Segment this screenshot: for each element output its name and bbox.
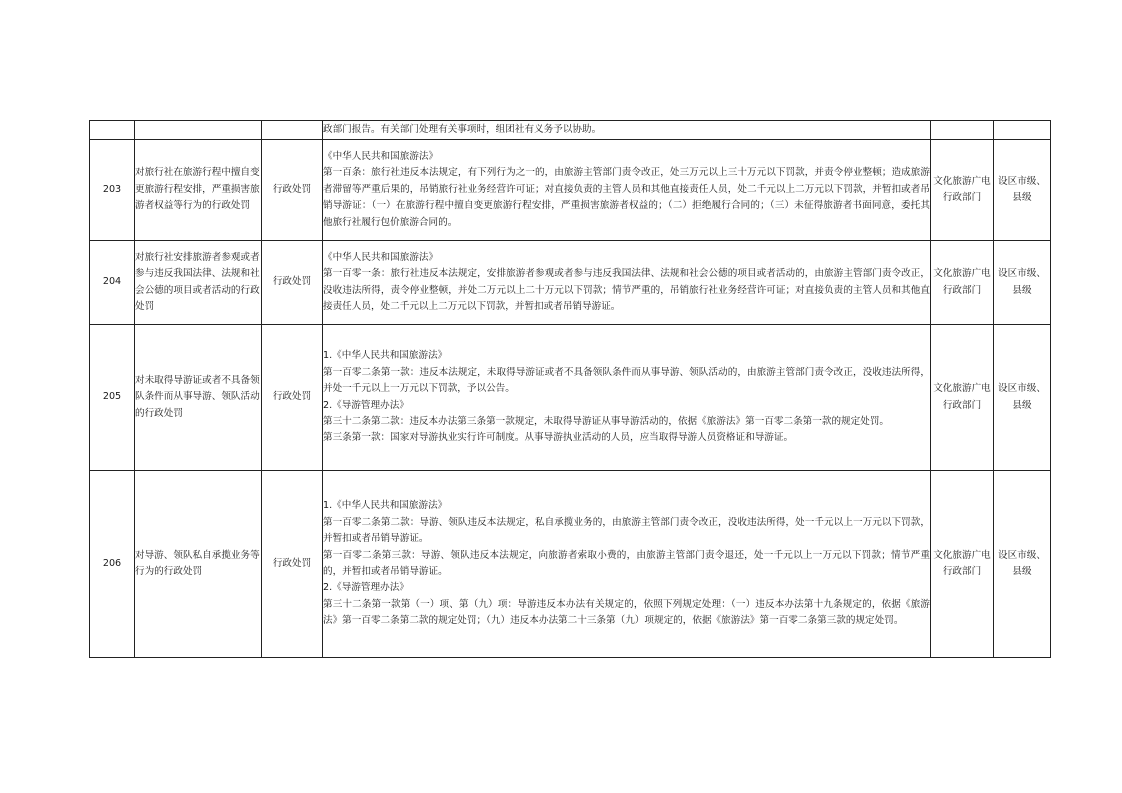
basis-line: 《中华人民共和国旅游法》 xyxy=(323,251,439,263)
basis-line: 第一百零二条第三款：导游、领队违反本法规定，向旅游者索取小费的，由旅游主管部门责令退还，处一千元以上一万元以下罚款；情节严重的，并暂扣或者吊销导游证。 xyxy=(323,549,930,577)
basis-line: 第三十二条第二款：违反本办法第三条第一款规定，未取得导游证从事导游活动的，依据《旅游法》第一百零二条第一款的规定处罚。 xyxy=(323,415,890,427)
legal-basis xyxy=(323,471,931,658)
table-row xyxy=(90,121,1051,140)
table-row xyxy=(90,325,1051,471)
responsible-department: 文化旅游广电行政部门 xyxy=(931,471,994,658)
item-type: 行政处罚 xyxy=(262,241,323,325)
row-number xyxy=(90,121,135,140)
jurisdiction-level xyxy=(994,121,1051,140)
basis-line: 政部门报告。有关部门处理有关事项时，组团社有义务予以协助。 xyxy=(323,123,602,135)
legal-basis xyxy=(323,140,931,241)
item-name: 对旅行社安排旅游者参观或者参与违反我国法律、法规和社会公德的项目或者活动的行政处罚 xyxy=(135,241,262,325)
responsible-department: 文化旅游广电行政部门 xyxy=(931,140,994,241)
basis-line: 第三十二条第一款第（一）项、第（九）项：导游违反本办法有关规定的，依照下列规定处理：（一）违反本办法第十九条规定的，依据《旅游法》第一百零二条第二款的规定处罚；（九）违反本办法第二十三条第（九）项规定的，依据《旅游法》第一百零二条第三款的规定处罚。 xyxy=(323,598,930,627)
jurisdiction-level: 设区市级、县级 xyxy=(994,241,1051,325)
item-type: 行政处罚 xyxy=(262,471,323,658)
basis-line: 第一百零二条第二款：导游、领队违反本法规定，私自承揽业务的，由旅游主管部门责令改正，没收违法所得，处一千元以上一万元以下罚款，并暂扣或者吊销导游证。 xyxy=(323,516,930,545)
basis-line: 2.《导游管理办法》 xyxy=(323,399,409,411)
jurisdiction-level: 设区市级、县级 xyxy=(994,325,1051,471)
row-number: 203 xyxy=(90,140,135,241)
item-name: 对旅行社在旅游行程中擅自变更旅游行程安排，严重损害旅游者权益等行为的行政处罚 xyxy=(135,140,262,241)
basis-line: 1.《中华人民共和国旅游法》 xyxy=(323,350,448,362)
row-number: 204 xyxy=(90,241,135,325)
item-type: 行政处罚 xyxy=(262,140,323,241)
penalty-table xyxy=(89,120,1051,658)
table-row xyxy=(90,140,1051,241)
basis-line: 第一百零二条第一款：违反本法规定，未取得导游证或者不具备领队条件而从事导游、领队活动的，由旅游主管部门责令改正，没收违法所得，并处一千元以上一万元以下罚款，予以公告。 xyxy=(323,366,930,395)
jurisdiction-level: 设区市级、县级 xyxy=(994,140,1051,241)
table-row xyxy=(90,471,1051,658)
row-number: 206 xyxy=(90,471,135,658)
basis-line: 1.《中华人民共和国旅游法》 xyxy=(323,500,448,512)
legal-basis xyxy=(323,241,931,325)
row-number: 205 xyxy=(90,325,135,471)
jurisdiction-level: 设区市级、县级 xyxy=(994,471,1051,658)
basis-line: 《中华人民共和国旅游法》 xyxy=(323,150,439,162)
responsible-department: 文化旅游广电行政部门 xyxy=(931,325,994,471)
responsible-department: 文化旅游广电行政部门 xyxy=(931,241,994,325)
item-name: 对未取得导游证或者不具备领队条件而从事导游、领队活动的行政处罚 xyxy=(135,325,262,471)
item-name xyxy=(135,121,262,140)
basis-line: 第一百条：旅行社违反本法规定，有下列行为之一的，由旅游主管部门责令改正，处三万元以上三十万元以下罚款，并责令停业整顿；造成旅游者滞留等严重后果的，吊销旅行社业务经营许可证；对直接负责的主管人员和其他直接责任人员，处二千元以上二万元以下罚款，并暂扣或者吊销导游证：（一）在旅游行程中擅自变更旅游行程安排，严重损害旅游者权益的；（二）拒绝履行合同的；（三）未征得旅游者书面同意，委托其他旅行社履行包价旅游合同的。 xyxy=(323,167,930,228)
table-row xyxy=(90,241,1051,325)
item-name: 对导游、领队私自承揽业务等行为的行政处罚 xyxy=(135,471,262,658)
legal-basis xyxy=(323,121,931,140)
item-type xyxy=(262,121,323,140)
item-type: 行政处罚 xyxy=(262,325,323,471)
basis-line: 第三条第一款：国家对导游执业实行许可制度。从事导游执业活动的人员，应当取得导游人员资格证和导游证。 xyxy=(323,432,794,444)
legal-basis xyxy=(323,325,931,471)
basis-line: 第一百零一条：旅行社违反本法规定，安排旅游者参观或者参与违反我国法律、法规和社会公德的项目或者活动的，由旅游主管部门责令改正，没收违法所得，责令停业整顿，并处二万元以上二十万元以下罚款；情节严重的，吊销旅行社业务经营许可证；对直接负责的主管人员和其他直接责任人员，处二千元以上二万元以下罚款，并暂扣或者吊销导游证。 xyxy=(323,268,930,312)
basis-line: 2.《导游管理办法》 xyxy=(323,582,409,594)
responsible-department xyxy=(931,121,994,140)
